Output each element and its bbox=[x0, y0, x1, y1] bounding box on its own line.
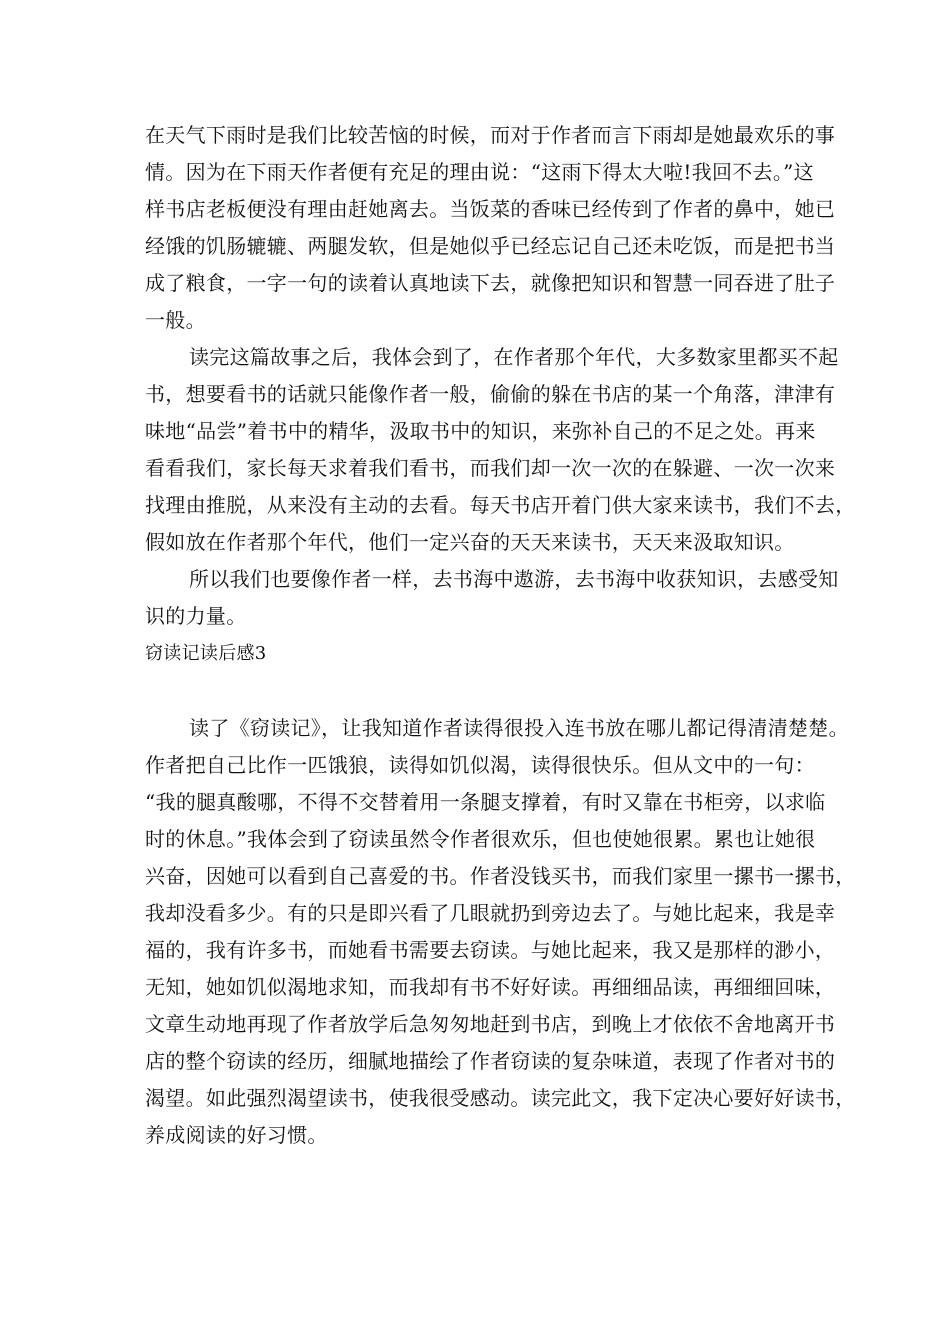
text-line: 作者把自己比作一匹饿狼，读得如饥似渴，读得很快乐。但从文中的一句： bbox=[145, 753, 815, 777]
text-line: 时的休息。”我体会到了窃读虽然令作者很欢乐，但也使她很累。累也让她很 bbox=[145, 827, 816, 851]
text-line: 无知，她如饥似渴地求知，而我却有书不好好读。再细细品读，再细细回味， bbox=[145, 975, 836, 999]
essay-section-2 bbox=[145, 710, 856, 1154]
text-line: 假如放在作者那个年代，他们一定兴奋的天天来读书，天天来汲取知识。 bbox=[145, 530, 795, 554]
text-line: 味地“品尝”着书中的精华，汲取书中的知识，来弥补自己的不足之处。再来 bbox=[145, 419, 816, 443]
text-line: 看看我们，家长每天求着我们看书，而我们却一次一次的在躲避、一次一次来 bbox=[145, 456, 836, 480]
text-line: 一般。 bbox=[145, 308, 206, 332]
text-line: 样书店老板便没有理由赶她离去。当饭菜的香味已经传到了作者的鼻中，她已 bbox=[145, 197, 836, 221]
text-line: 经饿的饥肠辘辘、两腿发软，但是她似乎已经忘记自己还未吃饭，而是把书当 bbox=[145, 234, 836, 258]
text-line: 成了粮食，一字一句的读着认真地读下去，就像把知识和智慧一同吞进了肚子 bbox=[145, 271, 836, 295]
text-line: 养成阅读的好习惯。 bbox=[145, 1123, 328, 1147]
paragraph-start-line: 读完这篇故事之后，我体会到了，在作者那个年代，大多数家里都买不起 bbox=[189, 345, 839, 369]
section-heading: 窃读记读后感3 bbox=[145, 643, 267, 664]
paragraph-start-line: 所以我们也要像作者一样，去书海中遨游，去书海中收获知识，去感受知 bbox=[189, 567, 839, 591]
text-line: 识的力量。 bbox=[145, 604, 247, 628]
text-line: 福的，我有许多书，而她看书需要去窃读。与她比起来，我又是那样的渺小， bbox=[145, 938, 836, 962]
text-line: 渴望。如此强烈渴望读书，使我很受感动。读完此文，我下定决心要好好读书， bbox=[145, 1086, 856, 1110]
text-line: 店的整个窃读的经历，细腻地描绘了作者窃读的复杂味道，表现了作者对书的 bbox=[145, 1049, 836, 1073]
blank-spacer bbox=[145, 673, 817, 710]
text-line: 兴奋，因她可以看到自己喜爱的书。作者没钱买书，而我们家里一摞书一摞书， bbox=[145, 864, 856, 888]
text-line: 找理由推脱，从来没有主动的去看。每天书店开着门供大家来读书，我们不去， bbox=[145, 493, 856, 517]
text-line: 文章生动地再现了作者放学后急匆匆地赶到书店，到晚上才依依不舍地离开书 bbox=[145, 1012, 836, 1036]
text-line: 在天气下雨时是我们比较苦恼的时候，而对于作者而言下雨却是她最欢乐的事 bbox=[145, 123, 836, 147]
text-line: “我的腿真酸哪，不得不交替着用一条腿支撑着，有时又靠在书柜旁，以求临 bbox=[145, 790, 826, 814]
text-line: 我却没看多少。有的只是即兴看了几眼就扔到旁边去了。与她比起来，我是幸 bbox=[145, 901, 836, 925]
document-body bbox=[145, 117, 856, 1154]
essay-section-1 bbox=[145, 117, 856, 635]
text-line: 情。因为在下雨天作者便有充足的理由说：“这雨下得太大啦!我回不去。”这 bbox=[145, 160, 814, 184]
text-line: 书，想要看书的话就只能像作者一般，偷偷的躲在书店的某一个角落，津津有 bbox=[145, 382, 836, 406]
paragraph-start-line: 读了《窃读记》，让我知道作者读得很投入连书放在哪儿都记得清清楚楚。 bbox=[189, 716, 849, 740]
